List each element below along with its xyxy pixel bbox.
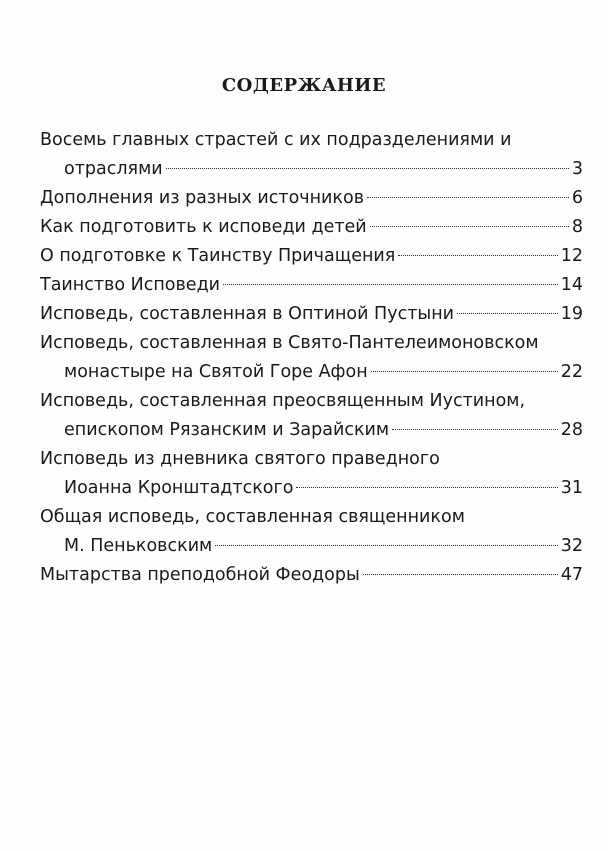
toc-page-number: 28 <box>560 420 583 440</box>
dot-leader <box>398 255 557 256</box>
toc-entry-title-line: Восемь главных страстей с их подразделениями и <box>40 130 512 150</box>
toc-entry-last-line <box>40 561 583 590</box>
toc-entry-last-line <box>40 155 583 184</box>
dot-leader <box>457 313 558 314</box>
toc-entry-last-line <box>40 474 583 503</box>
dot-leader <box>392 429 558 430</box>
toc-entry-title: Таинство Исповеди <box>40 275 221 295</box>
toc-entry <box>40 387 583 445</box>
toc-entry <box>40 213 583 242</box>
table-of-contents <box>40 126 583 590</box>
toc-page-number: 47 <box>560 565 583 585</box>
toc-entry-title-line: Исповедь из дневника святого праведного <box>40 449 440 469</box>
dot-leader <box>223 284 558 285</box>
toc-entry-title: М. Пеньковским <box>64 536 213 556</box>
toc-entry <box>40 184 583 213</box>
toc-entry-title-line: Исповедь, составленная преосвященным Иустином, <box>40 391 526 411</box>
toc-entry <box>40 126 583 184</box>
toc-page-number: 3 <box>571 159 583 179</box>
toc-entry-title: Иоанна Кронштадтского <box>64 478 294 498</box>
toc-entry-title-line: Общая исповедь, составленная священником <box>40 507 465 527</box>
toc-entry-title: епископом Рязанским и Зарайским <box>64 420 390 440</box>
toc-page-number: 19 <box>560 304 583 324</box>
toc-page-number: 31 <box>560 478 583 498</box>
toc-entry-last-line <box>40 358 583 387</box>
toc-entry-last-line <box>40 213 583 242</box>
toc-page-number: 22 <box>560 362 583 382</box>
toc-page-number: 12 <box>560 246 583 266</box>
dot-leader <box>363 574 558 575</box>
toc-page-number: 6 <box>571 188 583 208</box>
toc-entry-title: монастыре на Святой Горе Афон <box>64 362 368 382</box>
toc-entry <box>40 329 583 387</box>
toc-entry <box>40 561 583 590</box>
toc-entry-title-line: Исповедь, составленная в Свято-Пантелеимоновском <box>40 333 539 353</box>
toc-entry <box>40 300 583 329</box>
toc-entry <box>40 271 583 300</box>
toc-entry-last-line <box>40 532 583 561</box>
toc-page-number: 8 <box>571 217 583 237</box>
toc-entry-last-line <box>40 416 583 445</box>
toc-entry <box>40 242 583 271</box>
toc-entry-title: отраслями <box>64 159 163 179</box>
toc-entry-title: Дополнения из разных источников <box>40 188 365 208</box>
toc-entry-title: О подготовке к Таинству Причащения <box>40 246 396 266</box>
toc-entry-title: Как подготовить к исповеди детей <box>40 217 367 237</box>
dot-leader <box>166 168 569 169</box>
toc-entry <box>40 445 583 503</box>
toc-entry-title: Исповедь, составленная в Оптиной Пустыни <box>40 304 455 324</box>
toc-entry-last-line <box>40 271 583 300</box>
dot-leader <box>296 487 557 488</box>
toc-page-number: 14 <box>560 275 583 295</box>
toc-page-number: 32 <box>560 536 583 556</box>
dot-leader <box>367 197 569 198</box>
toc-entry-last-line <box>40 184 583 213</box>
toc-entry-last-line <box>40 242 583 271</box>
toc-entry <box>40 503 583 561</box>
dot-leader <box>370 226 569 227</box>
page-title: СОДЕРЖАНИЕ <box>221 75 387 96</box>
toc-entry-last-line <box>40 300 583 329</box>
toc-entry-title: Мытарства преподобной Феодоры <box>40 565 360 585</box>
dot-leader <box>371 371 558 372</box>
dot-leader <box>215 545 557 546</box>
